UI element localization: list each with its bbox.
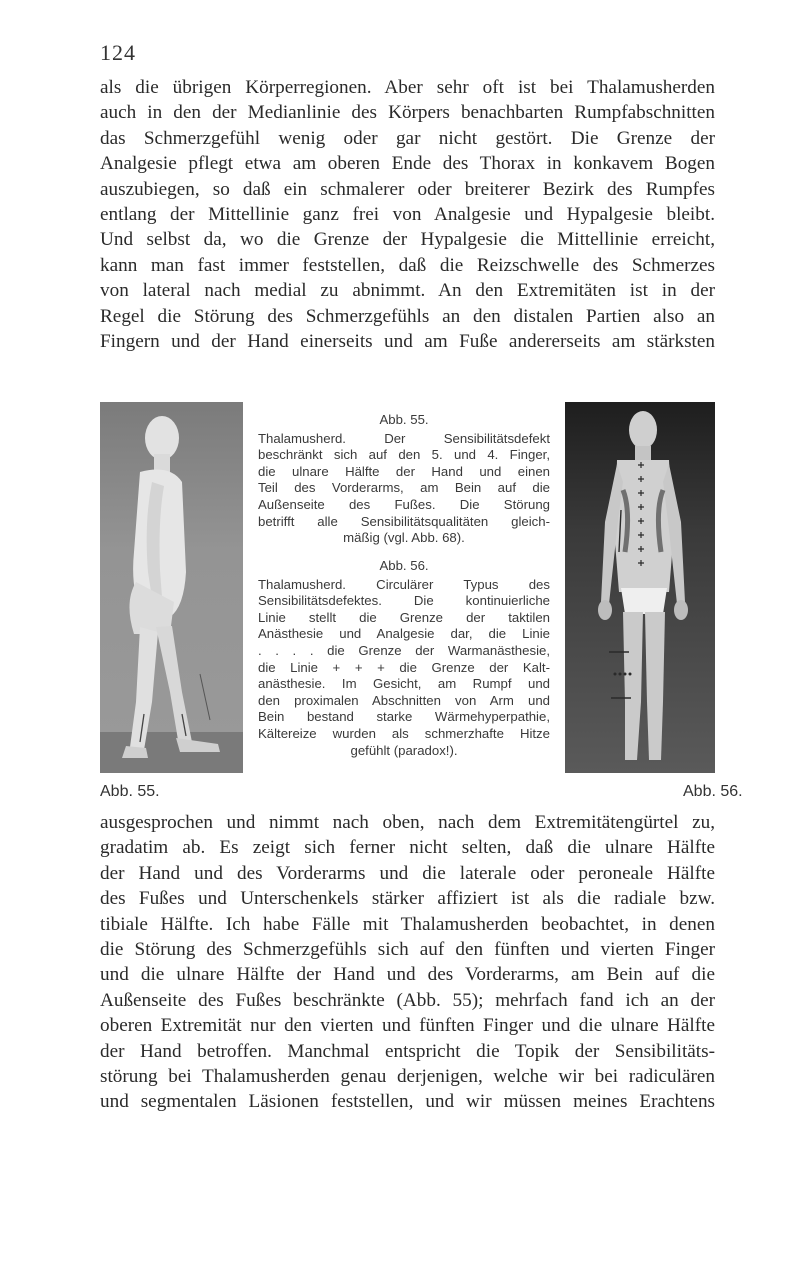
text-line: der Hand und des Vorderarms und die laterale oder peroneale Hälfte (100, 862, 715, 884)
page-number: 124 (100, 40, 136, 65)
caption-line: Außenseite des Fußes. Die Störung (258, 496, 550, 512)
text-line: Außenseite des Fußes beschränkte (Abb. 55); mehrfach fand ich an der (100, 989, 715, 1011)
caption-title: Abb. 56. (379, 558, 429, 573)
caption-text (258, 431, 550, 547)
caption-line: Anästhesie und Analgesie dar, die Linie (258, 626, 550, 642)
text-line: als die übrigen Körperregionen. Aber sehr oft ist bei Thalamusherden (100, 77, 715, 98)
text-line: kann man fast immer feststellen, daß die Reizschwelle des Schmerzes (100, 254, 715, 276)
text-line: tibiale Hälfte. Ich habe Fälle mit Thalamusherden beobachtet, in denen (100, 913, 715, 935)
text-line: Analgesie pflegt etwa am oberen Ende des Thorax in konkavem Bogen (100, 153, 715, 175)
text-line: auch in den der Medianlinie des Körpers benachbarten Rumpfabschnitten (100, 102, 715, 124)
text-line: von lateral nach medial zu abnimmt. An den Extremitäten ist in der (100, 280, 715, 302)
body-paragraph-bottom (100, 810, 715, 1115)
caption-line: Teil des Vorderarms, am Bein auf die (258, 480, 550, 496)
caption-line: . . . . die Grenze der Warmanästhesie, (258, 642, 550, 658)
caption-line: anästhesie. Im Gesicht, am Rumpf und (258, 676, 550, 692)
figure-56-photo (565, 402, 715, 773)
text-line: gradatim ab. Es zeigt sich ferner nicht selten, daß die ulnare Hälfte (100, 837, 715, 859)
caption-line: die Linie + + + die Grenze der Kalt- (258, 659, 550, 675)
text-line: des Fußes und Unterschenkels stärker affiziert ist als die radiale bzw. (100, 888, 715, 910)
figure-56-caption (258, 558, 550, 759)
text-line: auszubiegen, so daß ein schmalerer oder breiterer Bezirk des Rumpfes (100, 178, 715, 200)
text-line: störung bei Thalamusherden genau derjenigen, welche wir bei radiculären (100, 1066, 715, 1088)
text-line: ausgesprochen und nimmt nach oben, nach dem Extremitätengürtel zu, (100, 812, 715, 833)
text-line: und segmentalen Läsionen feststellen, und wir müssen meines Erachtens (100, 1091, 715, 1113)
text-line: das Schmerzgefühl wenig oder gar nicht gestört. Die Grenze der (100, 127, 715, 149)
text-line: Fingern und der Hand einerseits und am Fuße andererseits am stärksten (100, 331, 715, 353)
figure-55-photo (100, 402, 243, 773)
caption-text (258, 577, 550, 760)
text-line: Und selbst da, wo die Grenze der Hypalgesie die Mittellinie erreicht, (100, 229, 715, 251)
text-line: der Hand betroffen. Manchmal entspricht die Topik der Sensibilitäts- (100, 1040, 715, 1062)
text-line: die Störung des Schmerzgefühls sich auf den fünften und vierten Finger (100, 939, 715, 961)
caption-line: die ulnare Hälfte der Hand und einen (258, 463, 550, 479)
caption-line: betrifft alle Sensibilitätsqualitäten gleich- (258, 513, 550, 529)
caption-line: Bein bestand starke Wärmehyperpathie, (258, 709, 550, 725)
caption-line: Thalamusherd. Der Sensibilitätsdefekt (258, 430, 550, 446)
figure-56-illustration (565, 402, 715, 773)
figure-55-caption (258, 412, 550, 547)
text-line: entlang der Mittellinie ganz frei von Analgesie und Hypalgesie bleibt. (100, 204, 715, 226)
caption-title: Abb. 55. (379, 412, 429, 427)
caption-line: Linie stellt die Grenze der taktilen (258, 609, 550, 625)
caption-line: beschränkt sich auf den 5. und 4. Finger, (258, 447, 550, 463)
figure-55-label: Abb. 55. (100, 783, 160, 800)
caption-line: Thalamusherd. Circulärer Typus des (258, 576, 550, 592)
text-line: oberen Extremität nur den vierten und fünften Finger und die ulnare Hälfte (100, 1015, 715, 1037)
caption-line: den proximalen Abschnitten von Arm und (258, 692, 550, 708)
caption-line: mäßig (vgl. Abb. 68). (343, 530, 465, 546)
text-line: und die ulnare Hälfte der Hand und des Vorderarms, am Bein auf die (100, 964, 715, 986)
body-paragraph-top (100, 75, 715, 354)
figure-55-illustration (100, 402, 243, 773)
caption-line: gefühlt (paradox!). (350, 742, 458, 758)
figure-56-label: Abb. 56. (683, 783, 743, 800)
caption-line: Kältereize wurden als schmerzhafte Hitze (258, 725, 550, 741)
caption-line: Sensibilitätsdefektes. Die kontinuierliche (258, 593, 550, 609)
text-line: Regel die Störung des Schmerzgefühls an den distalen Partien also an (100, 305, 715, 327)
